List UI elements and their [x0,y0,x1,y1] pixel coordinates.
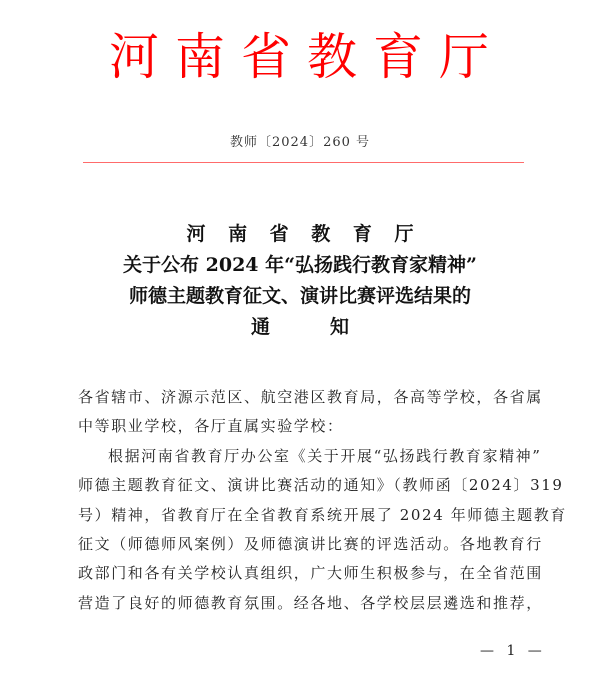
masthead-title: 河南省教育厅 [109,28,505,86]
title-line-1: 关于公布 2024 年“弘扬践行教育家精神” [123,254,477,276]
red-divider-line [83,162,524,163]
body-text [78,383,567,618]
body-line-8: 营造了良好的师德教育氛围。经各地、各学校层层遴选和推荐， [78,593,543,612]
title-notice-right: 知 [330,316,350,338]
body-line-5: 号）精神，省教育厅在全省教育系统开展了 2024 年师德主题教育 [78,505,567,524]
title-line-2: 师德主题教育征文、演讲比赛评选结果的 [128,285,471,307]
body-line-addressee-2: 中等职业学校，各厅直属实验学校： [78,417,344,436]
body-line-4: 师德主题教育征文、演讲比赛活动的通知》（教师函〔2024〕319 [78,476,564,495]
document-number: 教师〔2024〕260 号 [229,135,371,150]
title-notice [0,312,600,343]
body-line-6: 征文（师德师风案例）及师德演讲比赛的评选活动。各地教育行 [78,534,543,553]
title-issuer: 河 南 省 教 育 厅 [186,223,422,245]
title-notice-left: 通 [250,316,270,338]
body-line-addressee-1: 各省辖市、济源示范区、航空港区教育局，各高等学校，各省属 [78,388,543,406]
body-line-7: 政部门和各有关学校认真组织，广大师生积极参与，在全省范围 [78,564,543,583]
page-number: — 1 — [480,643,546,659]
body-line-paragraph-start: 根据河南省教育厅办公室《关于开展“弘扬践行教育家精神” [108,446,542,465]
notice-title-block [0,219,600,343]
